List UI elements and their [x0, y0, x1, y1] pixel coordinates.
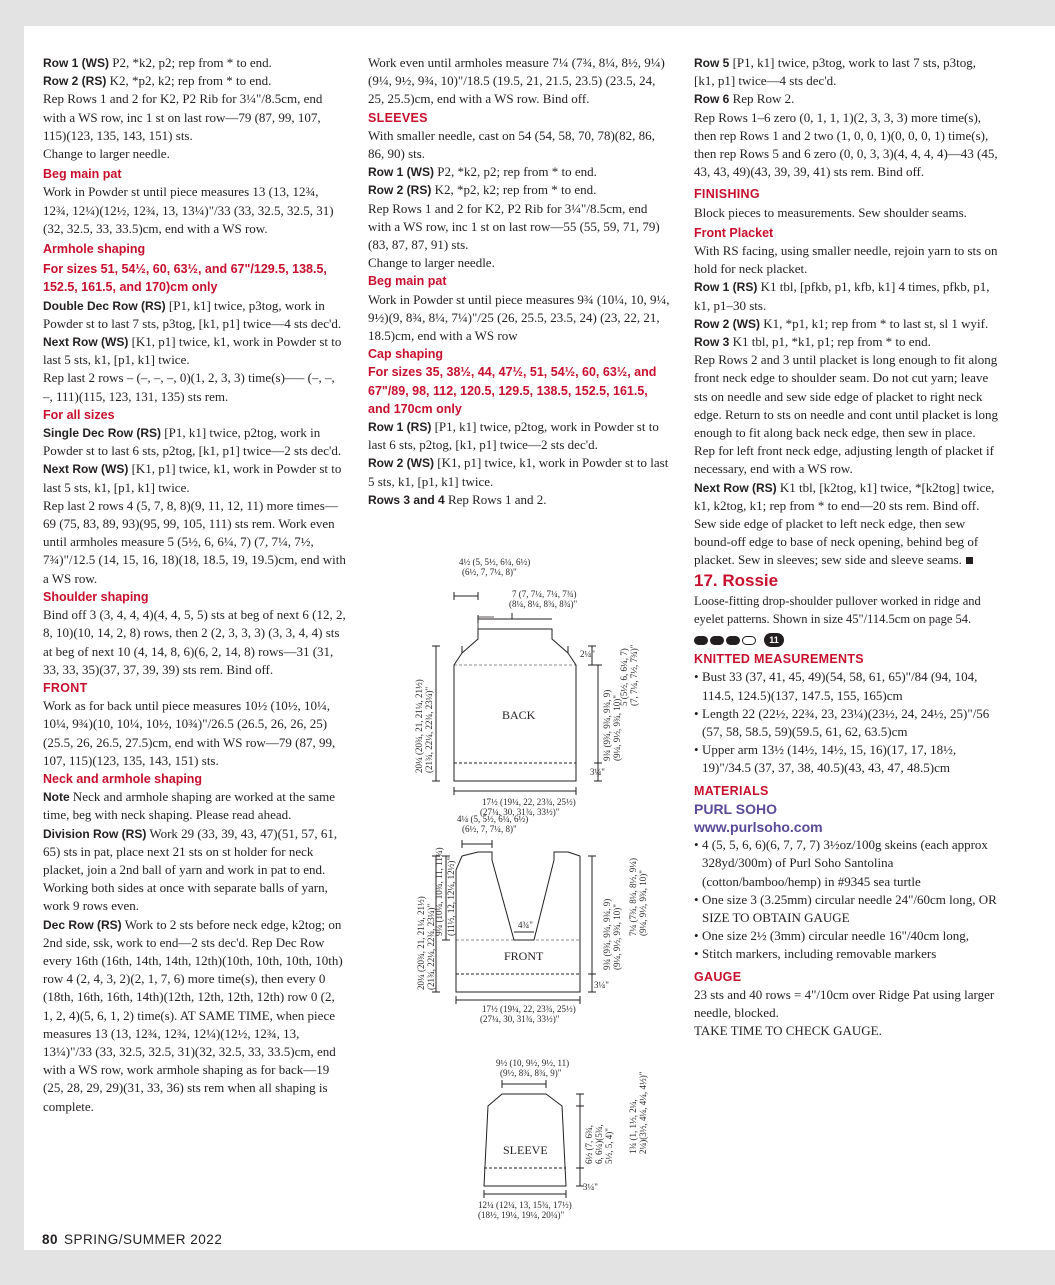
heading-front-placket: Front Placket	[694, 225, 774, 240]
page	[24, 26, 1055, 1250]
skill-bar-icon	[694, 636, 708, 645]
heading-finishing: FINISHING	[694, 187, 760, 202]
column-1	[43, 54, 347, 1116]
front-neck-depth-1: 9¼ (10¼, 10¾, 11, 11¾)	[434, 847, 444, 936]
schematic-back	[384, 551, 674, 817]
dec-row: Dec Row (RS) Work to 2 sts before neck edge, k2tog; on 2nd side, ssk, work to end—2 sts dec'd. Rep Dec Row every 16th (16th, 14th, 14th, 12th)(10th, 10th, 10th, 10th) row 4 (2, 4, 3, 2)(2, 1, 7, 6) more time(s), then every 0 (18th, 16th, 16th, 14th)(12th, 12th, 12th, 12th) row 0 (2, 1, 2, 4)(5, 6, 1, 2) time(s). AT SAME TIME, when piece measures 13 (13, 12¾, 12¾, 12¼)(12½, 12¾, 13, 13¼)"/33 (33, 32.5, 32.5, 31)(32, 32.5, 33, 33.5)cm, end with a WS row, work armhole shaping as for back—19 (25, 28, 29, 29)(31, 33, 36) sts rem when all shaping is complete.	[43, 916, 343, 1114]
sleeve-row-2: Row 2 (RS) K2, *p2, k2; rep from * to end.	[368, 182, 597, 198]
row-6: Row 6 Rep Row 2.	[694, 91, 795, 107]
cap-row-1: Row 1 (RS) [P1, k1] twice, p2tog, work in Powder st to last 6 sts, p2tog, [k1, p1] twice—2 sts dec'd.	[368, 419, 659, 453]
front-armhole-2: (9¼, 9½, 9¾, 10)"	[638, 870, 648, 936]
rep-last-2: Rep last 2 rows 4 (5, 7, 8, 8)(9, 11, 12, 11) more times—69 (75, 83, 89, 93)(95, 99, 105, 111) sts rem. Work even until armholes measure 5 (5½, 6, 6¼, 7) (7, 7¼, 7½, 7¾)"/12.5 (14, 15, 16, 18)(18, 18.5, 19, 19.5)cm, end with a WS row.	[43, 497, 346, 586]
change-needle: Change to larger needle.	[43, 146, 170, 162]
heading-knitted-measurements: KNITTED MEASUREMENTS	[694, 652, 864, 667]
placket-next-row: Next Row (RS) K1 tbl, [k2tog, k1] twice, *[k2tog] twice, k1, k2tog, k1; rep from * to end—20 sts rem. Bind off. Sew side edge of placket to left neck edge, then sew bound-off edge to base of neck opening, behind beg of placket. Sew in sleeves; sew side and sleeve seams.	[694, 479, 995, 568]
division-row: Division Row (RS) Work 29 (33, 39, 43, 47)(51, 57, 61, 65) sts in pat, place next 21 sts on st holder for neck placket, join a 2nd ball of yarn and work in pat to end. Working both sides at once with separate balls of yarn, work 9 rows even.	[43, 825, 338, 914]
rep-last-1: Rep last 2 rows – (–, –, –, 0)(1, 2, 3, 3) time(s)—– (–, –, –, 111)(115, 123, 131, 135) sts rem.	[43, 370, 335, 404]
placket-rep-text: Rep Rows 2 and 3 until placket is long enough to fit along front neck edge to shoulder seam. Do not cut yarn; leave sts on needle and sew side edge of placket to right neck edge. Return to sts on needle and cont until placket is long enough to fit along back neck edge, then sew in place. Rep for left front neck edge, adjusting length of placket if necessary, end with a WS row.	[694, 352, 998, 477]
back-shoulder: 2¼"	[580, 649, 595, 659]
skill-level	[694, 632, 999, 648]
measurement-bust: • Bust 33 (37, 41, 45, 49)(54, 58, 61, 65)"/84 (94, 104, 114.5, 124.5)(137, 147.5, 155, 165)cm	[694, 669, 978, 703]
next-row-2: Next Row (WS) [K1, p1] twice, k1, work in Powder st to last 5 sts, k1, [p1, k1] twice.	[43, 461, 342, 495]
front-top-2: (6½, 7, 7¼, 8)"	[462, 824, 517, 834]
sizes-note: For sizes 51, 54½, 60, 63½, and 67"/129.5, 138.5, 152.5, 161.5, and 170)cm only	[43, 262, 327, 295]
sleeve-cap-1: 1¾ (1, 1½, 2¼,	[628, 1099, 638, 1154]
back-diagram	[384, 551, 674, 817]
front-width-2: (27¼, 30, 31¾, 33½)"	[480, 1014, 560, 1024]
sleeve-diagram	[384, 1054, 674, 1224]
sleeve-width-1: 12¼ (12¼, 13, 15¾, 17½)	[478, 1200, 572, 1210]
heading-beg-main-pat: Beg main pat	[43, 167, 122, 182]
double-dec-row: Double Dec Row (RS) [P1, k1] twice, p3tog, work in Powder st to last 7 sts, p3tog, [k1, p1] twice—4 sts dec'd.	[43, 297, 342, 331]
cap-row-2: Row 2 (WS) [K1, p1] twice, k1, work in Powder st to last 5 sts, k1, [p1, k1] twice.	[368, 455, 669, 489]
schematic-sleeve	[384, 1054, 674, 1224]
gauge-check: TAKE TIME TO CHECK GAUGE.	[694, 1023, 882, 1039]
heading-neck-armhole: Neck and armhole shaping	[43, 771, 203, 786]
heading-sleeve-beg-main-pat: Beg main pat	[368, 274, 447, 289]
back-body-1: 9¾ (9¾, 9¾, 9¾, 9)	[602, 689, 612, 761]
measurement-upper-arm: • Upper arm 13½ (14½, 14½, 15, 16)(17, 17, 18½, 19)"/34.5 (37, 37, 38, 40.5)(43, 43, 47, 48.5)cm	[694, 742, 957, 776]
cap-rows-3-4: Rows 3 and 4 Rep Rows 1 and 2.	[368, 491, 547, 507]
sleeves-text: With smaller needle, cast on 54 (54, 58, 70, 78)(82, 86, 86, 90) sts.	[368, 127, 655, 162]
heading-sleeves: SLEEVES	[368, 110, 428, 125]
back-neck-1: 7 (7, 7¼, 7¼, 7¾)	[512, 589, 577, 599]
back-body-2: (9¼, 9½, 9¾, 10)"	[612, 695, 622, 761]
gauge-text: 23 sts and 40 rows = 4"/10cm over Ridge Pat using larger needle, blocked.	[694, 986, 995, 1020]
main-pat-text: Work in Powder st until piece measures 13 (13, 12¾, 12¾, 12¼)(12½, 12¾, 13, 13¼)"/33 (33, 32.5, 32.5, 31)(32, 32.5, 33, 33.5)cm, end with a WS row.	[43, 184, 334, 236]
heading-front: FRONT	[43, 680, 88, 695]
back-top-2: (6½, 7, 7¼, 8)"	[462, 567, 517, 577]
front-top-1: 4¼ (5, 5½, 6¼, 6½)	[457, 814, 529, 824]
sleeve-change-needle: Change to larger needle.	[368, 255, 495, 271]
placket-text: With RS facing, using smaller needle, rejoin yarn to sts on hold for neck placket.	[694, 243, 998, 277]
back-label: BACK	[502, 708, 536, 722]
pattern-title: 17. Rossie	[694, 570, 779, 590]
front-body-1: 9¾ (9¾, 9¾, 9¾, 9)	[602, 898, 612, 970]
heading-materials: MATERIALS	[694, 783, 769, 798]
sleeve-label: SLEEVE	[503, 1143, 548, 1157]
front-armhole-1: 7¼ (7¾, 8¼, 8½, 9¼)	[628, 858, 638, 936]
back-armhole-2: (7, 7¼, 7½, 7¾)"	[629, 644, 639, 706]
schematic-front	[384, 812, 674, 1042]
rep-rows: Rep Rows 1–6 zero (0, 1, 1, 1)(2, 3, 3, 3) more time(s), then rep Rows 1 and 2 two (1, 0, 0, 1)(0, 0, 0, 1) time(s), then rep Rows 5 and 6 zero (0, 0, 3, 3)(4, 4, 4, 4)—43 (45, 43, 43, 49)(43, 39, 39, 41) sts rem. Bind off.	[694, 109, 998, 180]
sleeve-side-2: 6, 6¼)(5¾,	[594, 1124, 604, 1164]
sleeve-row-1: Row 1 (WS) P2, *k2, p2; rep from * to end.	[368, 164, 597, 180]
shoulder-text: Bind off 3 (3, 4, 4, 4)(4, 4, 5, 5) sts at beg of next 6 (12, 2, 8, 10)(10, 14, 2, 8) rows, then 2 (2, 3, 3, 3) (3, 3, 4, 4) sts at beg of next 10 (4, 14, 8, 6)(6, 2, 14, 8) rows—31 (31, 33, 33, 35)(37, 37, 39, 39) sts rem. Bind off.	[43, 607, 346, 677]
front-text: Work as for back until piece measures 10½ (10½, 10¼, 10¼, 9¾)(10, 10¼, 10½, 10¾)"/26.5 (26.5, 26, 26, 25)(25.5, 26, 26.5, 27.5)cm, end with WS row—79 (87, 99, 107, 115)(123, 135, 143, 151) sts.	[43, 698, 336, 768]
material-needle-1: • One size 3 (3.25mm) circular needle 24"/60cm long, OR SIZE TO OBTAIN GAUGE	[694, 891, 997, 925]
material-markers: • Stitch markers, including removable markers	[694, 946, 937, 962]
back-neck-2: (8¼, 8¼, 8¾, 8¾)"	[509, 599, 578, 609]
back-len-2: (21¾, 22¼, 22¾, 23¼)"	[424, 686, 434, 773]
note: Note Neck and armhole shaping are worked at the same time, beg with neck shaping. Please read ahead.	[43, 789, 335, 823]
back-armhole-1: 5 (5½, 6, 6¼, 7)	[619, 648, 629, 706]
back-top-1: 4½ (5, 5½, 6¼, 6½)	[459, 557, 531, 567]
finishing-text: Block pieces to measurements. Sew shoulder seams.	[694, 204, 967, 220]
back-width-1: 17½ (19¼, 22, 23¾, 25½)	[482, 797, 576, 807]
heading-for-all-sizes: For all sizes	[43, 407, 115, 422]
cap-sizes: For sizes 35, 38½, 44, 47½, 51, 54½, 60, 63½, and 67"/89, 98, 112, 120.5, 129.5, 138.5, 152.5, 161.5, and 170cm only	[368, 365, 657, 416]
front-diagram	[384, 812, 674, 1042]
heading-gauge: GAUGE	[694, 969, 742, 984]
skill-bar-empty-icon	[742, 636, 756, 645]
sleeve-top-2: (9½, 8¾, 8¾, 9)"	[500, 1068, 562, 1078]
heading-cap-shaping: Cap shaping	[368, 347, 444, 362]
material-needle-2: • One size 2½ (3mm) circular needle 16"/40cm long,	[694, 928, 970, 944]
sleeve-rib: 3¼"	[583, 1182, 598, 1192]
skill-bar-icon	[726, 636, 740, 645]
skill-bar-icon	[710, 636, 724, 645]
page-number: 80	[42, 1232, 59, 1247]
front-rib: 3¼"	[594, 980, 609, 990]
sleeve-side-1: 6½ (7, 6¾,	[584, 1125, 594, 1164]
pattern-description: Loose-fitting drop-shoulder pullover worked in ridge and eyelet patterns. Shown in size 45"/114.5cm on page 54.	[694, 593, 981, 626]
back-len-1: 20¼ (20¾, 21, 21¼, 21½)	[414, 679, 424, 773]
work-even: Work even until armholes measure 7¼ (7¾, 8¼, 8½, 9¼)(9¼, 9½, 9¾, 10)"/18.5 (19.5, 21, 21.5, 23.5) (23.5, 24, 25, 25.5)cm, end with a WS row. Bind off.	[368, 55, 665, 107]
rib-text: Rep Rows 1 and 2 for K2, P2 Rib for 3¼"/8.5cm, end with a WS row, inc 1 st on last row—79 (87, 99, 107, 115)(123, 135, 143, 151) sts.	[43, 91, 323, 143]
sleeve-rib-text: Rep Rows 1 and 2 for K2, P2 Rib for 3¼"/8.5cm, end with a WS row, inc 1 st on last row—55 (55, 59, 71, 79)(83, 87, 87, 91) sts.	[368, 200, 660, 253]
row-5: Row 5 [P1, k1] twice, p3tog, work to last 7 sts, p3tog, [k1, p1] twice—4 sts dec'd.	[694, 55, 976, 89]
end-square-icon	[966, 557, 973, 564]
heading-shoulder-shaping: Shoulder shaping	[43, 589, 149, 604]
front-width-1: 17½ (19¼, 22, 23¾, 25½)	[482, 1004, 576, 1014]
skill-badge: 11	[764, 633, 784, 647]
sleeve-side-3: 5½, 5, 4)"	[604, 1128, 614, 1164]
brand-url[interactable]: www.purlsoho.com	[694, 818, 823, 835]
placket-row-3: Row 3 K1 tbl, p1, *k1, p1; rep from * to end.	[694, 334, 931, 350]
sleeve-width-2: (18½, 19¼, 19¼, 20¼)"	[478, 1210, 565, 1220]
heading-armhole-shaping: Armhole shaping	[43, 242, 146, 257]
page-footer	[42, 1232, 222, 1247]
front-body-2: (9¼, 9½, 9¾, 10)"	[612, 904, 622, 970]
issue-name: SPRING/SUMMER 2022	[64, 1232, 223, 1247]
back-rib: 3¼"	[590, 767, 605, 777]
sleeve-top-1: 9½ (10, 9½, 9½, 11)	[496, 1058, 570, 1068]
front-neck-depth-2: (11½, 12, 12¼, 12½)"	[446, 856, 456, 936]
row-2-instruction: Row 2 (RS) K2, *p2, k2; rep from * to end.	[43, 73, 272, 89]
single-dec-row: Single Dec Row (RS) [P1, k1] twice, p2tog, work in Powder st to last 6 sts, p2tog, [k1, p1] twice—2 sts dec'd.	[43, 425, 342, 459]
front-neck-base: 4¾"	[518, 920, 533, 930]
sleeve-main-pat-text: Work in Powder st until piece measures 9¾ (10¼, 10, 9¼, 9½)(9, 8¾, 8¼, 7¼)"/25 (26, 25.5, 23.5, 24) (23, 22, 21, 18.5)cm, end with a WS row	[368, 291, 670, 344]
column-3	[694, 54, 999, 1040]
back-width-2: (27¼, 30, 31¾, 33½)"	[480, 807, 560, 817]
placket-row-1: Row 1 (RS) K1 tbl, [pfkb, p1, kfb, k1] 4 times, pfkb, p1, k1, p1–30 sts.	[694, 279, 990, 313]
front-len-2: (21¾, 22¼, 22¾, 23¼)"	[426, 903, 436, 990]
material-yarn: • 4 (5, 5, 6, 6)(6, 7, 7, 7) 3½oz/100g skeins (each approx 328yd/300m) of Purl Soho Santolina (cotton/bamboo/hemp) in #9345 sea turtle	[694, 837, 988, 889]
front-len-1: 20¼ (20¾, 21, 21¼, 21½)	[416, 896, 426, 990]
sleeve-cap-2: 2¼)(3½, 4¼, 4¼, 4½)"	[638, 1071, 648, 1154]
next-row: Next Row (WS) [K1, p1] twice, k1, work in Powder st to last 5 sts, k1, [p1, k1] twice.	[43, 334, 342, 368]
front-label: FRONT	[504, 949, 544, 963]
measurement-length: • Length 22 (22½, 22¾, 23, 23¼)(23½, 24, 24½, 25)"/56 (57, 58, 58.5, 59)(59.5, 61, 62, 63.5)cm	[694, 705, 990, 739]
column-2	[368, 54, 672, 509]
row-1-instruction: Row 1 (WS) P2, *k2, p2; rep from * to end.	[43, 55, 272, 70]
placket-row-2: Row 2 (WS) K1, *p1, k1; rep from * to last st, sl 1 wyif.	[694, 315, 989, 331]
brand-name: PURL SOHO	[694, 800, 777, 817]
